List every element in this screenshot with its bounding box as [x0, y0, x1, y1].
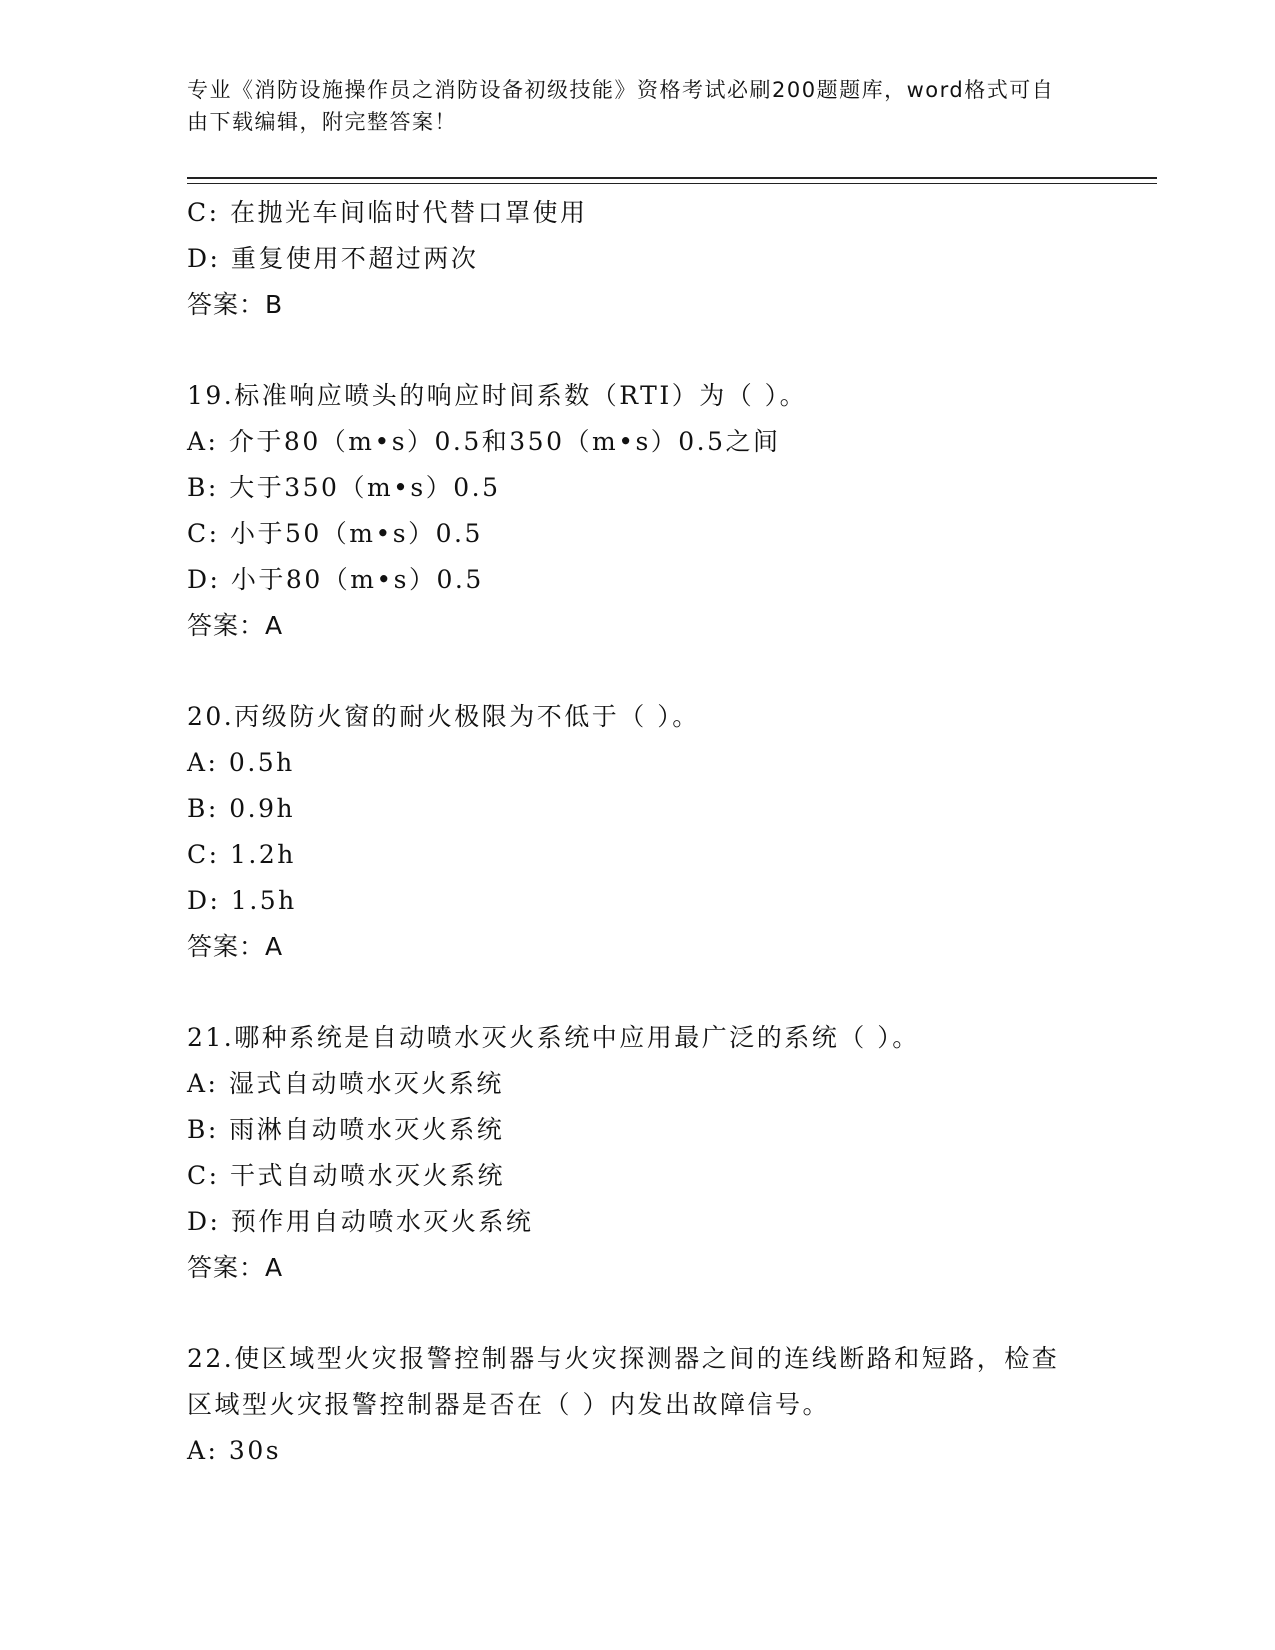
answer-line: 答案：A	[187, 611, 284, 640]
answer-line: 答案：A	[187, 1253, 284, 1282]
answer-line: 答案：B	[187, 290, 284, 319]
question-stem: 20.丙级防火窗的耐火极限为不低于（ ）。	[187, 702, 700, 731]
answer-line: 答案：A	[187, 932, 284, 961]
option-c: C: 在抛光车间临时代替口罩使用	[187, 198, 588, 227]
option-b: B: 大于350（m•s）0.5	[187, 473, 501, 502]
option-b: B: 0.9h	[187, 794, 296, 823]
option-c: C: 小于50（m•s）0.5	[187, 519, 483, 548]
option-c: C: 干式自动喷水灭火系统	[187, 1161, 505, 1190]
option-d: D: 重复使用不超过两次	[187, 244, 479, 273]
question-stem: 21.哪种系统是自动喷水灭火系统中应用最广泛的系统（ ）。	[187, 1023, 920, 1052]
option-d: D: 小于80（m•s）0.5	[187, 565, 484, 594]
question-block	[187, 1336, 1087, 1474]
question-block	[187, 373, 1087, 649]
document-header: 专业《消防设施操作员之消防设备初级技能》资格考试必刷200题题库，word格式可自由下载编辑，附完整答案！	[187, 78, 1055, 134]
header-divider-thin	[187, 183, 1157, 184]
question-stem: 19.标准响应喷头的响应时间系数（RTI）为（ ）。	[187, 381, 808, 410]
header-divider-thick	[187, 177, 1157, 179]
option-c: C: 1.2h	[187, 840, 296, 869]
option-b: B: 雨淋自动喷水灭火系统	[187, 1115, 505, 1144]
option-d: D: 1.5h	[187, 886, 297, 915]
question-stem: 22.使区域型火灾报警控制器与火灾探测器之间的连线断路和短路，检查区域型火灾报警控制器是否在（ ）内发出故障信号。	[187, 1344, 1060, 1419]
option-a: A: 30s	[187, 1436, 282, 1465]
option-a: A: 0.5h	[187, 748, 295, 777]
option-a: A: 介于80（m•s）0.5和350（m•s）0.5之间	[187, 427, 781, 456]
option-a: A: 湿式自动喷水灭火系统	[187, 1069, 504, 1098]
question-block	[187, 1015, 1087, 1291]
option-d: D: 预作用自动喷水灭火系统	[187, 1207, 534, 1236]
question-list	[187, 190, 1087, 1474]
question-block	[187, 694, 1087, 970]
